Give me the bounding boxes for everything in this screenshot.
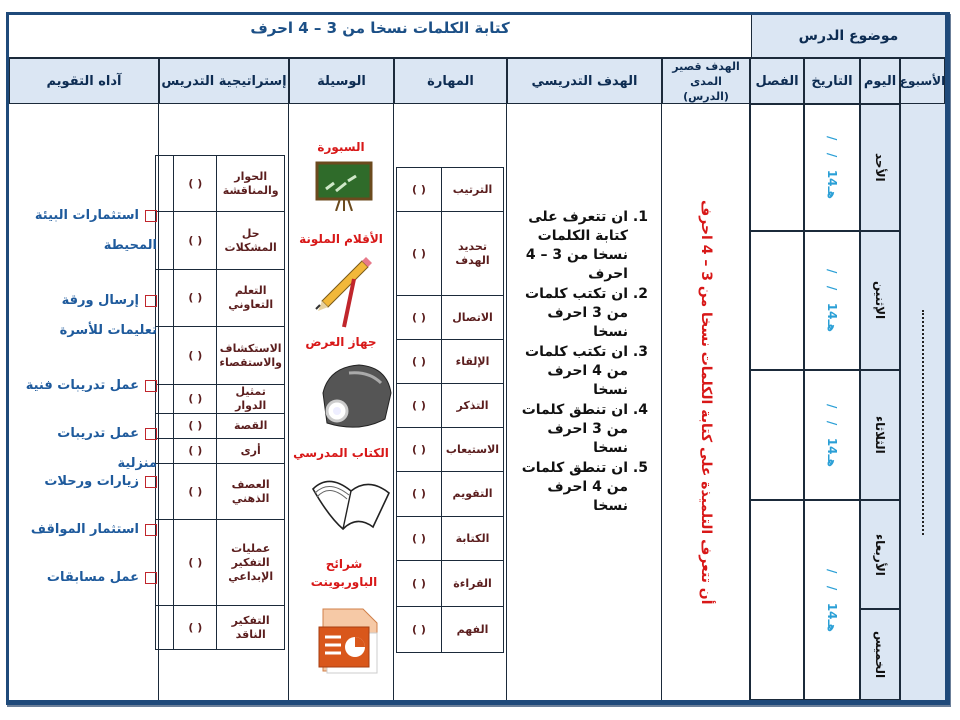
checkbox-icon[interactable] xyxy=(145,476,157,488)
skill-label: الاستيعاب xyxy=(442,428,504,472)
evaluation-label: عمل مسابقات xyxy=(46,570,139,585)
evaluation-item[interactable] xyxy=(17,286,157,346)
week-dotted-line xyxy=(922,310,924,535)
checkbox-icon[interactable] xyxy=(145,295,157,307)
strategy-blank-cell xyxy=(156,464,174,520)
evaluation-label: زيارات ورحلات xyxy=(44,474,139,489)
skill-label: الفهم xyxy=(442,607,504,653)
lesson-topic-title: كتابة الكلمات نسخا من 3 – 4 احرف xyxy=(9,15,751,58)
day-label: الثلاثاء xyxy=(873,416,887,454)
header-teaching-goal: الهدف التدريسي xyxy=(507,58,662,104)
day-label: الخميس xyxy=(873,630,887,679)
evaluation-item[interactable] xyxy=(17,201,157,261)
short-goal-cell xyxy=(662,104,750,700)
chalkboard-icon xyxy=(314,161,374,211)
tool-label: جهاز العرض xyxy=(305,335,377,349)
day-label: الأربعاء xyxy=(873,533,887,576)
date-value: / / 14هـ xyxy=(825,269,839,332)
projector-icon xyxy=(309,353,393,437)
pencils-icon xyxy=(314,249,374,329)
class-cell-wed-thu[interactable] xyxy=(750,500,804,700)
skill-checkbox[interactable]: ( ) xyxy=(397,561,442,607)
strategy-label: أرى xyxy=(217,439,285,464)
strategies-table xyxy=(155,155,285,650)
date-cell-sunday[interactable] xyxy=(804,104,860,231)
objective-item: 2. ان تكتب كلمات من 3 احرف نسخا xyxy=(514,285,628,342)
evaluation-label: إرسال ورقة تعليمات للأسرة xyxy=(59,293,157,338)
strategy-blank-cell xyxy=(156,385,174,414)
day-cell-thursday xyxy=(860,609,900,700)
header-strategy: إستراتيجية التدريس xyxy=(159,58,289,104)
skill-checkbox[interactable]: ( ) xyxy=(397,340,442,384)
date-value: / / 14هـ xyxy=(825,568,839,632)
date-cell-monday[interactable] xyxy=(804,231,860,370)
date-value: / / 14هـ xyxy=(825,136,839,199)
evaluation-label: استثمار المواقف xyxy=(30,522,139,537)
day-cell-sunday xyxy=(860,104,900,231)
tool-label: الكتاب المدرسي xyxy=(293,446,389,460)
header-tool: الوسيلة xyxy=(289,58,394,104)
date-value: / / 14هـ xyxy=(825,403,839,467)
evaluation-item[interactable] xyxy=(17,515,157,545)
strategy-label: التعلم التعاوني xyxy=(217,270,285,327)
strategy-blank-cell xyxy=(156,520,174,606)
strategy-blank-cell xyxy=(156,156,174,212)
strategy-checkbox[interactable]: ( ) xyxy=(174,385,217,414)
strategy-blank-cell xyxy=(156,212,174,270)
header-evaluation: آداه التقويم xyxy=(9,58,159,104)
header-date: التاريخ xyxy=(804,58,860,104)
skill-label: الإلقاء xyxy=(442,340,504,384)
strategy-checkbox[interactable]: ( ) xyxy=(174,270,217,327)
strategy-label: القصة xyxy=(217,414,285,439)
day-cell-wednesday xyxy=(860,500,900,609)
strategy-label: حل المشكلات xyxy=(217,212,285,270)
skill-label: تحديد الهدف xyxy=(442,212,504,296)
date-cell-wed-thu[interactable] xyxy=(804,500,860,700)
teaching-objectives xyxy=(514,208,654,517)
class-cell-monday[interactable] xyxy=(750,231,804,370)
days-grid xyxy=(750,104,900,700)
short-goal-text: أن تتعرف التلميذة على كتابة الكلمات نسخا من 3 – 4 احرف xyxy=(698,199,714,605)
strategy-checkbox[interactable]: ( ) xyxy=(174,327,217,385)
checkbox-icon[interactable] xyxy=(145,380,157,392)
checkbox-icon[interactable] xyxy=(145,572,157,584)
strategy-checkbox[interactable]: ( ) xyxy=(174,414,217,439)
header-short-goal: الهدف قصير المدى (الدرس) xyxy=(662,58,750,104)
checkbox-icon[interactable] xyxy=(145,428,157,440)
evaluation-item[interactable] xyxy=(17,371,157,401)
evaluation-label: عمل تدريبات منزلية xyxy=(57,426,157,471)
tool-label: السبورة xyxy=(317,140,365,154)
skill-checkbox[interactable]: ( ) xyxy=(397,168,442,212)
strategy-blank-cell xyxy=(156,414,174,439)
skill-checkbox[interactable]: ( ) xyxy=(397,296,442,340)
day-cell-monday xyxy=(860,231,900,370)
open-book-icon xyxy=(309,467,393,537)
skills-table xyxy=(396,167,504,653)
strategy-checkbox[interactable]: ( ) xyxy=(174,156,217,212)
header-day: اليوم xyxy=(860,58,900,104)
date-cell-tuesday[interactable] xyxy=(804,370,860,500)
strategy-checkbox[interactable]: ( ) xyxy=(174,520,217,606)
skill-label: الاتصال xyxy=(442,296,504,340)
strategy-blank-cell xyxy=(156,270,174,327)
strategy-blank-cell xyxy=(156,606,174,650)
evaluation-item[interactable] xyxy=(17,563,157,593)
strategy-label: الاستكشاف والاستقصاء xyxy=(217,327,285,385)
skill-checkbox[interactable]: ( ) xyxy=(397,384,442,428)
skill-checkbox[interactable]: ( ) xyxy=(397,212,442,296)
strategy-label: عمليات التفكير الإبداعي xyxy=(217,520,285,606)
class-cell-sunday[interactable] xyxy=(750,104,804,231)
checkbox-icon[interactable] xyxy=(145,524,157,536)
objective-item: 3. ان تكتب كلمات من 4 احرف نسخا xyxy=(514,343,628,400)
skill-checkbox[interactable]: ( ) xyxy=(397,428,442,472)
strategy-checkbox[interactable]: ( ) xyxy=(174,212,217,270)
strategy-blank-cell xyxy=(156,439,174,464)
strategy-checkbox[interactable]: ( ) xyxy=(174,464,217,520)
strategy-label: العصف الذهني xyxy=(217,464,285,520)
tool-label: الأقلام الملونة xyxy=(299,232,383,246)
strategy-label: التفكير الناقد xyxy=(217,606,285,650)
class-cell-tuesday[interactable] xyxy=(750,370,804,500)
header-skill: المهارة xyxy=(394,58,507,104)
header-class: الفصل xyxy=(750,58,804,104)
evaluation-column xyxy=(9,104,159,700)
evaluation-label: استثمارات البيئة المحيطة xyxy=(34,208,157,253)
strategy-label: تمثيل الدوار xyxy=(217,385,285,414)
evaluation-item[interactable] xyxy=(17,467,157,497)
day-label: الإثنين xyxy=(873,281,887,320)
tool-label: شرائح الباوربوينت xyxy=(310,557,378,589)
skill-label: الترتيب xyxy=(442,168,504,212)
strategy-checkbox[interactable]: ( ) xyxy=(174,439,217,464)
day-label: الأحد xyxy=(873,153,887,182)
skill-label: الكتابة xyxy=(442,517,504,561)
skill-label: التذكر xyxy=(442,384,504,428)
skill-checkbox[interactable]: ( ) xyxy=(397,517,442,561)
skill-label: القراءة xyxy=(442,561,504,607)
lesson-plan-frame xyxy=(6,12,950,705)
skill-checkbox[interactable]: ( ) xyxy=(397,607,442,653)
objective-item: 4. ان تنطق كلمات من 3 احرف نسخا xyxy=(514,401,628,458)
week-cell[interactable] xyxy=(900,104,945,700)
skill-checkbox[interactable]: ( ) xyxy=(397,472,442,517)
day-cell-tuesday xyxy=(860,370,900,500)
evaluation-label: عمل تدريبات فنية xyxy=(25,378,139,393)
objective-item: 5. ان تنطق كلمات من 4 احرف نسخا xyxy=(514,459,628,516)
strategy-checkbox[interactable]: ( ) xyxy=(174,606,217,650)
skill-label: التقويم xyxy=(442,472,504,517)
lesson-topic-label: موضوع الدرس xyxy=(751,15,945,58)
header-week: الأسبوع xyxy=(900,58,945,104)
powerpoint-icon xyxy=(315,605,385,681)
objective-item: 1. ان تتعرف على كتابة الكلمات نسخا من 3 – 4 احرف xyxy=(514,208,628,284)
checkbox-icon[interactable] xyxy=(145,210,157,222)
strategy-label: الحوار والمناقشة xyxy=(217,156,285,212)
strategy-blank-cell xyxy=(156,327,174,385)
